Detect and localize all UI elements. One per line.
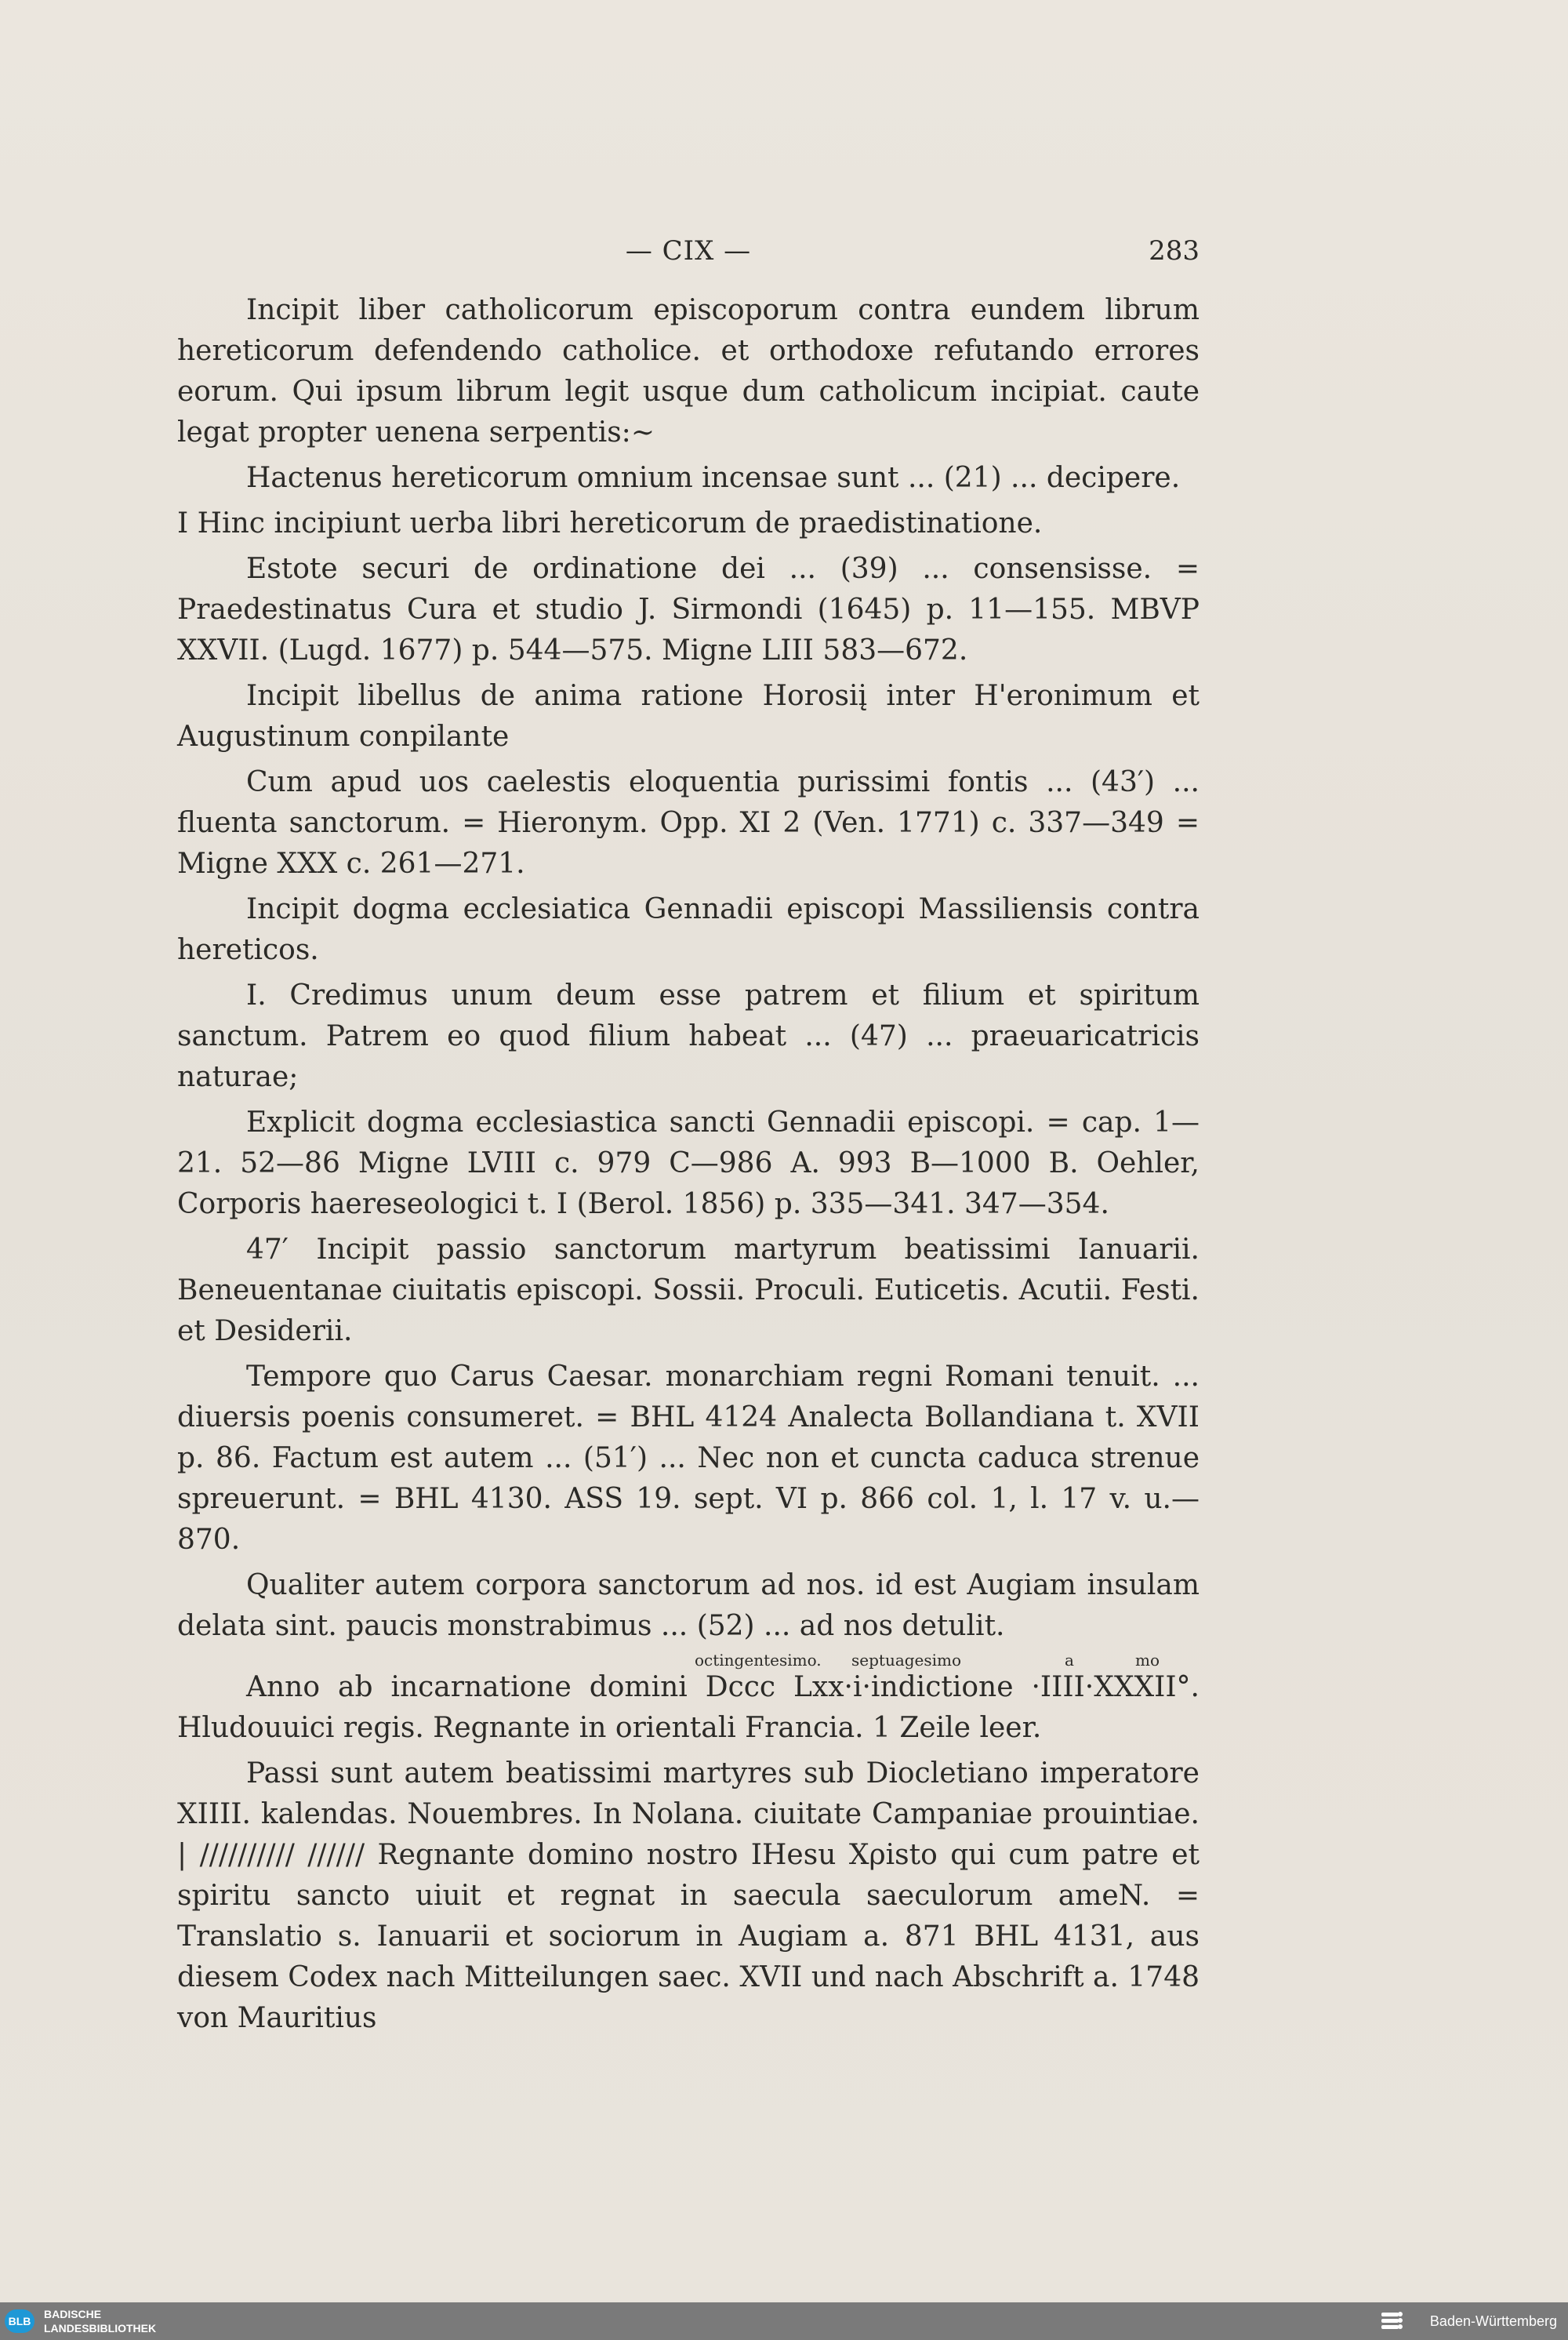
- page-number: 283: [1149, 235, 1200, 267]
- gloss-septuagesimo: septuagesimo: [851, 1651, 962, 1670]
- library-name: [44, 2307, 156, 2335]
- paragraph-7: Incipit dogma ecclesiatica Gennadii episcopi Massiliensis contra hereticos.: [177, 893, 1200, 966]
- baden-wuerttemberg-lions-icon: [1380, 2310, 1403, 2332]
- paragraph-2: Hactenus hereticorum omnium incensae sunt ... (21) ... decipere.: [246, 462, 1181, 494]
- paragraph-6: Cum apud uos caelestis eloquentia purissimi fontis ... (43′) ... fluenta sanctorum. = Hieronym. Opp. XI 2 (Ven. 1771) c. 337—349 = Migne XXX c. 261—271.: [177, 766, 1200, 880]
- paragraph-10: 47′ Incipit passio sanctorum martyrum beatissimi Ianuarii. Beneuentanae ciuitatis episcopi. Sossii. Proculi. Euticetis. Acutii. Festi. et Desiderii.: [177, 1234, 1200, 1347]
- library-name-line1: BADISCHE: [44, 2308, 102, 2320]
- paragraph-11: Tempore quo Carus Caesar. monarchiam regni Romani tenuit. ... diuersis poenis consumeret. = BHL 4124 Analecta Bollandiana t. XVII p. 86. Factum est autem ... (51′) ... Nec non et cuncta caduca strenue spreuerunt. = BHL 4130. ASS 19. sept. VI p. 866 col. 1, l. 17 v. u.—870.: [177, 1361, 1200, 1556]
- footer-bar: [0, 2302, 1568, 2340]
- paragraph-8: I. Credimus unum deum esse patrem et filium et spiritum sanctum. Patrem eo quod filium habeat ... (47) ... praeuaricatricis naturae;: [177, 979, 1200, 1093]
- paragraph-3: I Hinc incipiunt uerba libri hereticorum de praedistinatione.: [177, 507, 1043, 540]
- interlinear-gloss: [177, 1651, 1200, 1670]
- paragraph-14: Passi sunt autem beatissimi martyres sub Diocletiano imperatore XIIII. kalendas. Nouembres. In Nolana. ciuitate Campaniae prouintiae. | ////////// ////// Regnante domino nostro IHesu Xρisto qui cum patre et spiritu sancto uiuit et regnat in saecula saeculorum ameN. = Translatio s. Ianuarii et sociorum in Augiam a. 871 BHL 4131, aus diesem Codex nach Mitteilungen saec. XVII und nach Abschrift a. 1748 von Mauritius: [177, 1757, 1200, 2034]
- paragraph-12: Qualiter autem corpora sanctorum ad nos. id est Augiam insulam delata sint. paucis monstrabimus ... (52) ... ad nos detulit.: [177, 1569, 1200, 1642]
- gloss-a: a: [1065, 1651, 1074, 1670]
- paragraph-5: Incipit libellus de anima ratione Horosiį inter H'eronimum et Augustinum conpilante: [177, 680, 1200, 753]
- section-number: — CIX —: [625, 235, 752, 267]
- paragraph-13: Anno ab incarnatione domini Dccc Lxx·i·indictione ·IIII·XXXII°. Hludouuici regis. Regnante in orientali Francia. 1 Zeile leer.: [177, 1671, 1200, 1744]
- paragraph-1: Incipit liber catholicorum episcoporum contra eundem librum hereticorum defendendo catholice. et orthodoxe refutando errores eorum. Qui ipsum librum legit usque dum catholicum incipiat. caute legat propter uenena serpentis:∼: [177, 294, 1200, 449]
- gloss-octingentesimo: octingentesimo.: [695, 1651, 822, 1670]
- running-header: [177, 235, 1200, 274]
- paragraph-4: Estote securi de ordinatione dei ... (39) ... consensisse. = Praedestinatus Cura et studio J. Sirmondi (1645) p. 11—155. MBVP XXVII. (Lugd. 1677) p. 544—575. Migne LIII 583—672.: [177, 553, 1200, 667]
- gloss-mo: mo: [1135, 1651, 1160, 1670]
- library-name-line2: LANDESBIBLIOTHEK: [44, 2322, 157, 2335]
- blb-logo-icon: BLB: [5, 2309, 34, 2333]
- state-name: Baden-Württemberg: [1429, 2313, 1557, 2329]
- paragraph-9: Explicit dogma ecclesiastica sancti Gennadii episcopi. = cap. 1—21. 52—86 Migne LVIII c. 979 C—986 A. 993 B—1000 B. Oehler, Corporis haereseologici t. I (Berol. 1856) p. 335—341. 347—354.: [177, 1106, 1200, 1220]
- body-text: [177, 290, 1200, 2044]
